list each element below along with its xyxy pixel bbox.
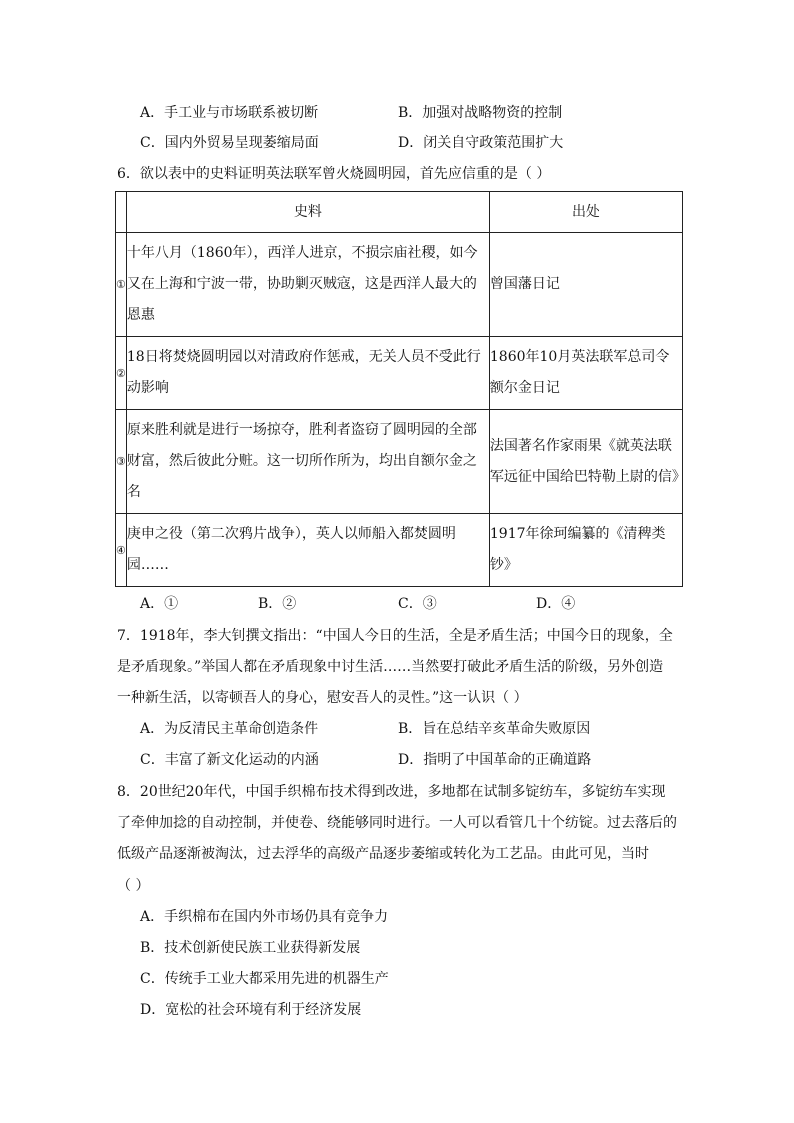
source-table [115, 191, 686, 587]
q8-line-1: 8．20世纪20年代，中国手织棉布技术得到改进，多地都在试制多锭纺车，多锭纺车实现 [117, 784, 666, 800]
table-row [116, 337, 683, 410]
q6-option-a: A．① [140, 596, 179, 612]
header-source-text: 史料 [126, 192, 489, 233]
mark-cell [116, 192, 127, 233]
table-row [116, 514, 683, 587]
row-mark: ② [116, 337, 127, 410]
q7-line-1: 7．1918年，李大钊撰文指出：“中国人今日的生活，全是矛盾生活；中国今日的现象，全 [117, 628, 673, 644]
row-text: 原来胜利就是进行一场掠夺，胜利者盗窃了圆明园的全部财富，然后彼此分赃。这一切所作所为，均出自额尔金之名 [126, 410, 489, 514]
q7-option-c: C．丰富了新文化运动的内涵 [140, 752, 319, 768]
header-origin: 出处 [489, 192, 682, 233]
q6-option-c: C．③ [398, 596, 437, 612]
q5-option-d: D．闭关自守政策范围扩大 [398, 135, 564, 151]
q6-stem: 6．欲以表中的史料证明英法联军曾火烧圆明园，首先应信重的是（ ） [117, 166, 551, 182]
q8-line-3: 低级产品逐渐被淘汰，过去浮华的高级产品逐步萎缩或转化为工艺品。由此可见，当时 [117, 846, 649, 862]
row-text: 十年八月（1860年），西洋人进京，不损宗庙社稷，如今又在上海和宁波一带，协助剿灭贼寇，这是西洋人最大的恩惠 [126, 233, 489, 337]
q6-option-b: B．② [258, 596, 297, 612]
q8-option-c: C．传统手工业大都采用先进的机器生产 [140, 971, 389, 987]
q7-line-3: 一种新生活，以寄顿吾人的身心，慰安吾人的灵性。”这一认识（ ） [117, 690, 528, 706]
q5-option-c: C．国内外贸易呈现萎缩局面 [140, 135, 319, 151]
q8-option-b: B．技术创新使民族工业获得新发展 [140, 940, 361, 956]
row-text: 18日将焚烧圆明园以对清政府作惩戒，无关人员不受此行动影响 [126, 337, 489, 410]
q7-option-d: D．指明了中国革命的正确道路 [398, 752, 592, 768]
table-row [116, 233, 683, 337]
q5-option-a: A．手工业与市场联系被切断 [140, 105, 319, 121]
q7-option-b: B．旨在总结辛亥革命失败原因 [398, 721, 591, 737]
q8-line-2: 了牵伸加捻的自动控制，并使卷、绕能够同时进行。一人可以看管几十个纺锭。过去落后的 [117, 815, 677, 831]
row-source: 1860年10月英法联军总司令额尔金日记 [489, 337, 682, 410]
q7-option-a: A．为反清民主革命创造条件 [140, 721, 319, 737]
row-source: 法国著名作家雨果《就英法联军远征中国给巴特勒上尉的信》 [489, 410, 682, 514]
row-mark: ① [116, 233, 127, 337]
table-row [116, 410, 683, 514]
row-mark: ④ [116, 514, 127, 587]
row-source: 1917年徐珂编纂的《清稗类钞》 [489, 514, 682, 587]
row-source: 曾国藩日记 [489, 233, 682, 337]
row-mark: ③ [116, 410, 127, 514]
q8-option-d: D．宽松的社会环境有利于经济发展 [140, 1002, 362, 1018]
row-text: 庚申之役（第二次鸦片战争），英人以师船入都焚圆明园…… [126, 514, 489, 587]
q7-line-2: 是矛盾现象。”举国人都在矛盾现象中讨生活……当然要打破此矛盾生活的阶级，另外创造 [117, 659, 664, 675]
q6-option-d: D．④ [536, 596, 576, 612]
q8-line-4: （ ） [117, 878, 150, 894]
q5-option-b: B．加强对战略物资的控制 [398, 105, 563, 121]
table-header-row [116, 192, 683, 233]
q8-option-a: A．手织棉布在国内外市场仍具有竞争力 [140, 909, 389, 925]
